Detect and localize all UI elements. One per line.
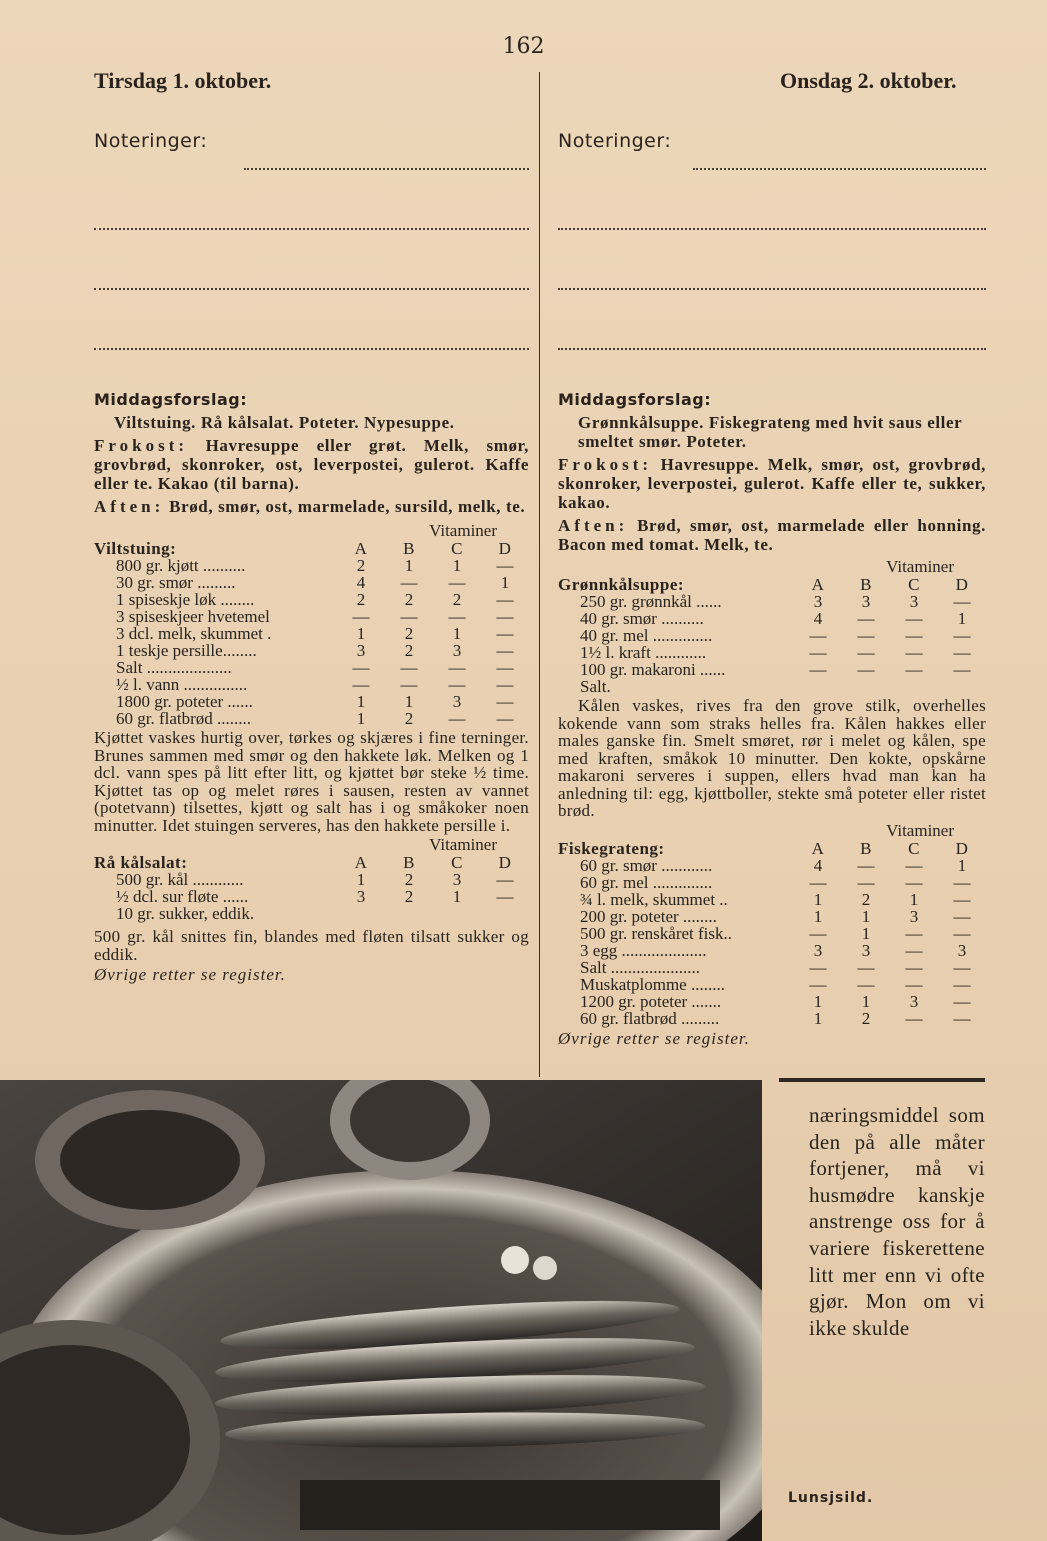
recipe-text: Kjøttet vaskes hurtig over, tørkes og skjæres i fine terninger. Brunes sammen med smør og den hakkete løk. Melken og 1 dcl. vann spes på litt efter litt, og kjøttet bør steke ½ time. Kjøttet tas op og melet røres i sausen, resten av vannet (potetvann) tilsettes, kjøtt og salt has i og småkoker noen minutter. Idet stuingen serveres, has den hakkete persille i. [94, 728, 529, 835]
aften-text: Brød, smør, ost, marmelade, sursild, melk, te. [169, 497, 526, 516]
recipe-title: Rå kålsalat: [94, 853, 188, 872]
ingredient-row [558, 661, 986, 678]
sidebar-text: næringsmiddel som den på alle måter fortjener, må vi husmødre kanskje anstrenge oss for å variere fiskerettene litt mer enn vi ofte gjør. Mon om vi ikke skulde [809, 1103, 985, 1340]
recipe-title: Viltstuing: [94, 539, 177, 558]
vitamin-value: — [496, 870, 514, 889]
vitamin-value: 2 [404, 590, 414, 609]
vitamin-value: — [496, 624, 514, 643]
vitamin-value: — [857, 872, 875, 892]
vitamin-value: — [809, 974, 827, 994]
ingredient-name: 100 gr. makaroni ...... [580, 660, 726, 679]
frokost-paragraph [94, 436, 529, 493]
vitamin-value [842, 678, 890, 695]
ingredient-name: Salt. [580, 677, 611, 696]
date-left: Tirsdag 1. oktober. [94, 68, 272, 93]
vitamin-value: 1 [452, 556, 462, 575]
aften-paragraph [94, 497, 529, 516]
notes-line[interactable] [94, 170, 529, 230]
vitamin-value [890, 678, 938, 695]
ingredient-name: 1 teskje persille........ [116, 641, 257, 660]
vitamin-value: 1 [452, 624, 462, 643]
menu-text: Viltstuing. Rå kålsalat. Poteter. Nypesuppe. [114, 413, 455, 432]
ingredient-row [558, 644, 986, 661]
recipe-text: 500 gr. kål snittes fin, blandes med fløten tilsatt sukker og eddik. [94, 927, 529, 964]
recipe-table [94, 540, 529, 727]
vitamin-column-label: D [498, 539, 512, 558]
notes-line[interactable] [94, 290, 529, 350]
vitamin-value: 2 [404, 641, 414, 660]
frokost-paragraph [558, 455, 986, 512]
ingredient-row [558, 593, 986, 610]
vitamin-value: — [496, 887, 514, 906]
register-note: Øvrige retter se register. [94, 965, 286, 984]
ingredient-name: ½ l. vann ............... [116, 675, 248, 694]
ingredient-name: 60 gr. flatbrød ......... [580, 1008, 720, 1028]
ingredient-row [94, 591, 529, 608]
vitamin-value: 3 [909, 906, 919, 926]
aften-label: Aften: [94, 497, 165, 516]
vitamin-value: 1 [404, 556, 414, 575]
vitamin-value: — [400, 675, 418, 694]
vitamin-value: — [953, 592, 971, 611]
recipe-header-row [94, 854, 529, 871]
vitamin-value: — [448, 658, 466, 677]
ingredient-row [94, 659, 529, 676]
vitamin-value: — [448, 607, 466, 626]
ingredient-row [94, 625, 529, 642]
vitamin-value: 1 [356, 709, 366, 728]
vitamin-value: — [905, 1008, 923, 1028]
frokost-label: Frokost: [558, 455, 653, 474]
ingredient-name: 60 gr. smør ............ [580, 855, 713, 875]
recipe-title: Fiskegrateng: [558, 838, 665, 858]
herring-photo [0, 1080, 762, 1541]
vitamin-value: — [905, 923, 923, 943]
vitamin-value: 1 [500, 573, 510, 592]
vitamin-value: 1 [813, 1008, 823, 1028]
vitamin-value: — [905, 974, 923, 994]
ingredient-row [558, 627, 986, 644]
vitamin-value: 1 [452, 887, 462, 906]
vitamin-value [385, 905, 433, 922]
menu-text: Grønnkålsuppe. Fiskegrateng med hvit saus eller smeltet smør. Poteter. [578, 413, 962, 451]
ingredient-row [558, 993, 986, 1010]
aften-text: Brød, smør, ost, marmelade eller honning. Bacon med tomat. Melk, te. [558, 516, 986, 554]
vitamin-value: 1 [356, 870, 366, 889]
vitamin-value: — [448, 709, 466, 728]
vitamin-value: — [809, 626, 827, 645]
ingredient-row [94, 888, 529, 905]
photo-caption: Lunsjsild. [788, 1490, 874, 1506]
ingredient-name: 60 gr. flatbrød ........ [116, 709, 252, 728]
register-note: Øvrige retter se register. [558, 1028, 750, 1048]
aften-label: Aften: [558, 516, 629, 535]
vitamin-value: — [905, 855, 923, 875]
vitamin-value: — [953, 906, 971, 926]
ingredient-name: 3 spiseskjeer hvetemel [116, 607, 270, 626]
vitamin-value: — [448, 675, 466, 694]
vitamin-value: — [905, 872, 923, 892]
recipe-title: Grønnkålsuppe: [558, 575, 685, 594]
vitamin-value [337, 905, 385, 922]
vitamin-header: Vitaminer [429, 521, 497, 540]
ingredient-row [558, 959, 986, 976]
notes-line[interactable] [94, 230, 529, 290]
ingredient-name: 1800 gr. poteter ...... [116, 692, 253, 711]
ingredient-row [558, 610, 986, 627]
vitamin-value: — [496, 590, 514, 609]
vitamin-value: 1 [957, 855, 967, 875]
vitamin-value: 1 [813, 906, 823, 926]
ingredient-name: 500 gr. renskåret fisk.. [580, 923, 733, 943]
vitamin-column-label: C [908, 575, 920, 594]
vitamin-value: — [400, 658, 418, 677]
recipe-table [94, 854, 529, 922]
vitamin-value: — [953, 957, 971, 977]
ingredient-name: 200 gr. poteter ........ [580, 906, 717, 926]
vitamin-value: 3 [909, 991, 919, 1011]
ingredient-row [558, 874, 986, 891]
vitamin-value: 2 [404, 870, 414, 889]
vitamin-value: — [809, 660, 827, 679]
vitamin-column-label: A [811, 575, 825, 594]
vitamin-column-label: B [860, 838, 872, 858]
vitamin-value: — [400, 607, 418, 626]
ingredient-row [94, 905, 529, 922]
ingredient-row [558, 891, 986, 908]
vitamin-header: Vitaminer [886, 820, 954, 840]
photo-illustration [0, 1080, 762, 1541]
vitamin-column-label: C [908, 838, 920, 858]
notes-label: Noteringer: [558, 130, 672, 152]
ingredient-name: Salt ..................... [580, 957, 700, 977]
vitamin-value: 1 [404, 692, 414, 711]
ingredient-row [558, 1010, 986, 1027]
vitamin-header: Vitaminer [886, 557, 954, 576]
vitamin-value: 1 [861, 923, 871, 943]
page-number: 162 [502, 34, 545, 59]
recipe-text: Kålen vaskes, rives fra den grove stilk, overhelles kokende vann som straks helles fra. Kålen hakkes eller males ganske fin. Smelt smøret, rør i melet og kålen, spe med kraften, småkok 10 minutter. Den kokte, opskårne makaroni serveres i suppen, ellers hvad man kan ha anledning til: egg, kjøttboller, stekte små poteter eller ristet brød. [558, 696, 986, 820]
vitamin-value: — [953, 643, 971, 662]
vitamin-value: 3 [861, 592, 871, 611]
aften-paragraph [558, 516, 986, 554]
ingredient-row [94, 710, 529, 727]
vitamin-value: 2 [861, 1008, 871, 1028]
vitamin-column-label: B [860, 575, 872, 594]
vitamin-value: 3 [813, 592, 823, 611]
ingredient-row [94, 693, 529, 710]
vitamin-value: — [857, 609, 875, 628]
vitamin-value: 3 [813, 940, 823, 960]
vitamin-column-label: C [451, 539, 463, 558]
notes-line[interactable] [558, 170, 986, 230]
vitamin-value: 4 [813, 855, 823, 875]
vitamin-value: 2 [404, 709, 414, 728]
vitamin-column-label: B [403, 539, 415, 558]
ingredient-row [558, 857, 986, 874]
vitamin-value: — [905, 940, 923, 960]
ingredient-name: 1½ l. kraft ............ [580, 643, 707, 662]
ingredient-name: Muskatplomme ........ [580, 974, 725, 994]
vitamin-column-label: D [955, 838, 969, 858]
vitamin-value: — [809, 957, 827, 977]
frokost-text: Havresuppe eller grøt. Melk, smør, grovbrød, skonroker, ost, leverpostei, gulerot. Kaffe eller te. Kakao (til barna). [94, 436, 529, 493]
vitamin-column-label: A [354, 539, 368, 558]
vitamin-value: — [953, 991, 971, 1011]
ingredient-name: 40 gr. smør .......... [580, 609, 704, 628]
recipe-header-row [558, 840, 986, 857]
ingredient-name: Salt .................... [116, 658, 232, 677]
ingredient-name: ½ dcl. sur fløte ...... [116, 887, 249, 906]
vitamin-value: — [857, 660, 875, 679]
vitamin-value: — [953, 974, 971, 994]
vitamin-value: 2 [404, 624, 414, 643]
vitamin-column-label: D [498, 853, 512, 872]
vitamin-value: — [905, 609, 923, 628]
vitamin-value [433, 905, 481, 922]
vitamin-value: 1 [813, 889, 823, 909]
ingredient-row [94, 871, 529, 888]
vitamin-value: — [352, 675, 370, 694]
vitamin-value: — [496, 607, 514, 626]
vitamin-column-label: A [811, 838, 825, 858]
vitamin-value: 2 [404, 887, 414, 906]
vitamin-column-label: D [955, 575, 969, 594]
vitamin-value: 3 [957, 940, 967, 960]
ingredient-row [558, 908, 986, 925]
ingredient-row [558, 925, 986, 942]
vitamin-value: — [352, 658, 370, 677]
vitamin-value: 2 [861, 889, 871, 909]
vitamin-column-label: B [403, 853, 415, 872]
vitamin-value: — [857, 643, 875, 662]
notes-line[interactable] [558, 230, 986, 290]
notes-line[interactable] [244, 146, 529, 170]
ingredient-name: 250 gr. grønnkål ...... [580, 592, 722, 611]
vitamin-value: — [905, 957, 923, 977]
vitamin-header: Vitaminer [429, 835, 497, 854]
menu-heading: Middagsforslag: [94, 390, 248, 409]
vitamin-value: — [496, 692, 514, 711]
ingredient-name: 3 dcl. melk, skummet . [116, 624, 272, 643]
ingredient-name: 40 gr. mel .............. [580, 626, 713, 645]
vitamin-value: 1 [813, 991, 823, 1011]
vitamin-value: — [496, 658, 514, 677]
ingredient-row [94, 676, 529, 693]
column-divider [539, 72, 540, 1077]
vitamin-value: — [857, 957, 875, 977]
vitamin-value: — [857, 974, 875, 994]
ingredient-name: 1 spiseskje løk ........ [116, 590, 255, 609]
vitamin-column-label: C [451, 853, 463, 872]
ingredient-name: 10 gr. sukker, eddik. [116, 904, 255, 923]
ingredient-name: 60 gr. mel .............. [580, 872, 713, 892]
vitamin-column-label: A [354, 853, 368, 872]
vitamin-value: — [953, 923, 971, 943]
vitamin-value: — [809, 923, 827, 943]
vitamin-value: 4 [813, 609, 823, 628]
vitamin-value: — [857, 855, 875, 875]
recipe-header-row [94, 540, 529, 557]
vitamin-value: — [953, 1008, 971, 1028]
ingredient-name: 30 gr. smør ......... [116, 573, 236, 592]
vitamin-value: — [809, 643, 827, 662]
vitamin-value: — [352, 607, 370, 626]
vitamin-value: 3 [356, 887, 366, 906]
vitamin-value: — [905, 626, 923, 645]
ingredient-row [94, 642, 529, 659]
left-column [94, 130, 529, 985]
ingredient-row [558, 976, 986, 993]
vitamin-value: — [496, 709, 514, 728]
vitamin-value: — [905, 660, 923, 679]
vitamin-value: — [448, 573, 466, 592]
ingredient-name: 1200 gr. poteter ....... [580, 991, 722, 1011]
vitamin-value: 2 [356, 556, 366, 575]
recipe-header-row [558, 576, 986, 593]
vitamin-value: 1 [861, 991, 871, 1011]
vitamin-value: 1 [957, 609, 967, 628]
ingredient-name: 500 gr. kål ............ [116, 870, 244, 889]
notes-label: Noteringer: [94, 130, 208, 152]
menu-heading: Middagsforslag: [558, 390, 712, 409]
ingredient-name: 3 egg .................... [580, 940, 707, 960]
ingredient-row [558, 678, 986, 695]
vitamin-value: — [953, 872, 971, 892]
ingredient-row [94, 608, 529, 625]
vitamin-value: 1 [861, 906, 871, 926]
vitamin-value: — [953, 626, 971, 645]
vitamin-value: — [496, 675, 514, 694]
vitamin-value: 1 [356, 692, 366, 711]
vitamin-value [938, 678, 986, 695]
vitamin-value: — [400, 573, 418, 592]
vitamin-value: — [496, 556, 514, 575]
ingredient-name: ¾ l. melk, skummet .. [580, 889, 728, 909]
vitamin-value: 3 [452, 692, 462, 711]
sidebar-text-block [779, 1078, 985, 1341]
vitamin-value: — [953, 660, 971, 679]
vitamin-value: 2 [452, 590, 462, 609]
vitamin-value: 4 [356, 573, 366, 592]
ingredient-row [94, 574, 529, 591]
vitamin-value: 2 [356, 590, 366, 609]
vitamin-value: — [496, 641, 514, 660]
ingredient-name: 800 gr. kjøtt .......... [116, 556, 246, 575]
frokost-label: Frokost: [94, 436, 189, 455]
vitamin-value: 1 [356, 624, 366, 643]
vitamin-value: — [809, 872, 827, 892]
notes-line[interactable] [693, 146, 986, 170]
vitamin-value: — [953, 889, 971, 909]
frokost-text: Havresuppe. Melk, smør, ost, grovbrød, skonroker, leverpostei, gulerot. Kaffe eller te, sukker, kakao. [558, 455, 986, 512]
vitamin-value: 3 [452, 641, 462, 660]
right-column [558, 130, 986, 1049]
vitamin-value: 3 [861, 940, 871, 960]
vitamin-value: 3 [356, 641, 366, 660]
vitamin-value: — [857, 626, 875, 645]
vitamin-value [481, 905, 529, 922]
sidebar-rule [779, 1078, 985, 1082]
ingredient-row [94, 557, 529, 574]
ingredient-row [558, 942, 986, 959]
notes-line[interactable] [558, 290, 986, 350]
vitamin-value: — [905, 643, 923, 662]
vitamin-value: 3 [452, 870, 462, 889]
vitamin-value: 1 [909, 889, 919, 909]
recipe-table [558, 840, 986, 1027]
recipe-table [558, 576, 986, 695]
vitamin-value: 3 [909, 592, 919, 611]
vitamin-value [794, 678, 842, 695]
date-right: Onsdag 2. oktober. [780, 68, 957, 93]
